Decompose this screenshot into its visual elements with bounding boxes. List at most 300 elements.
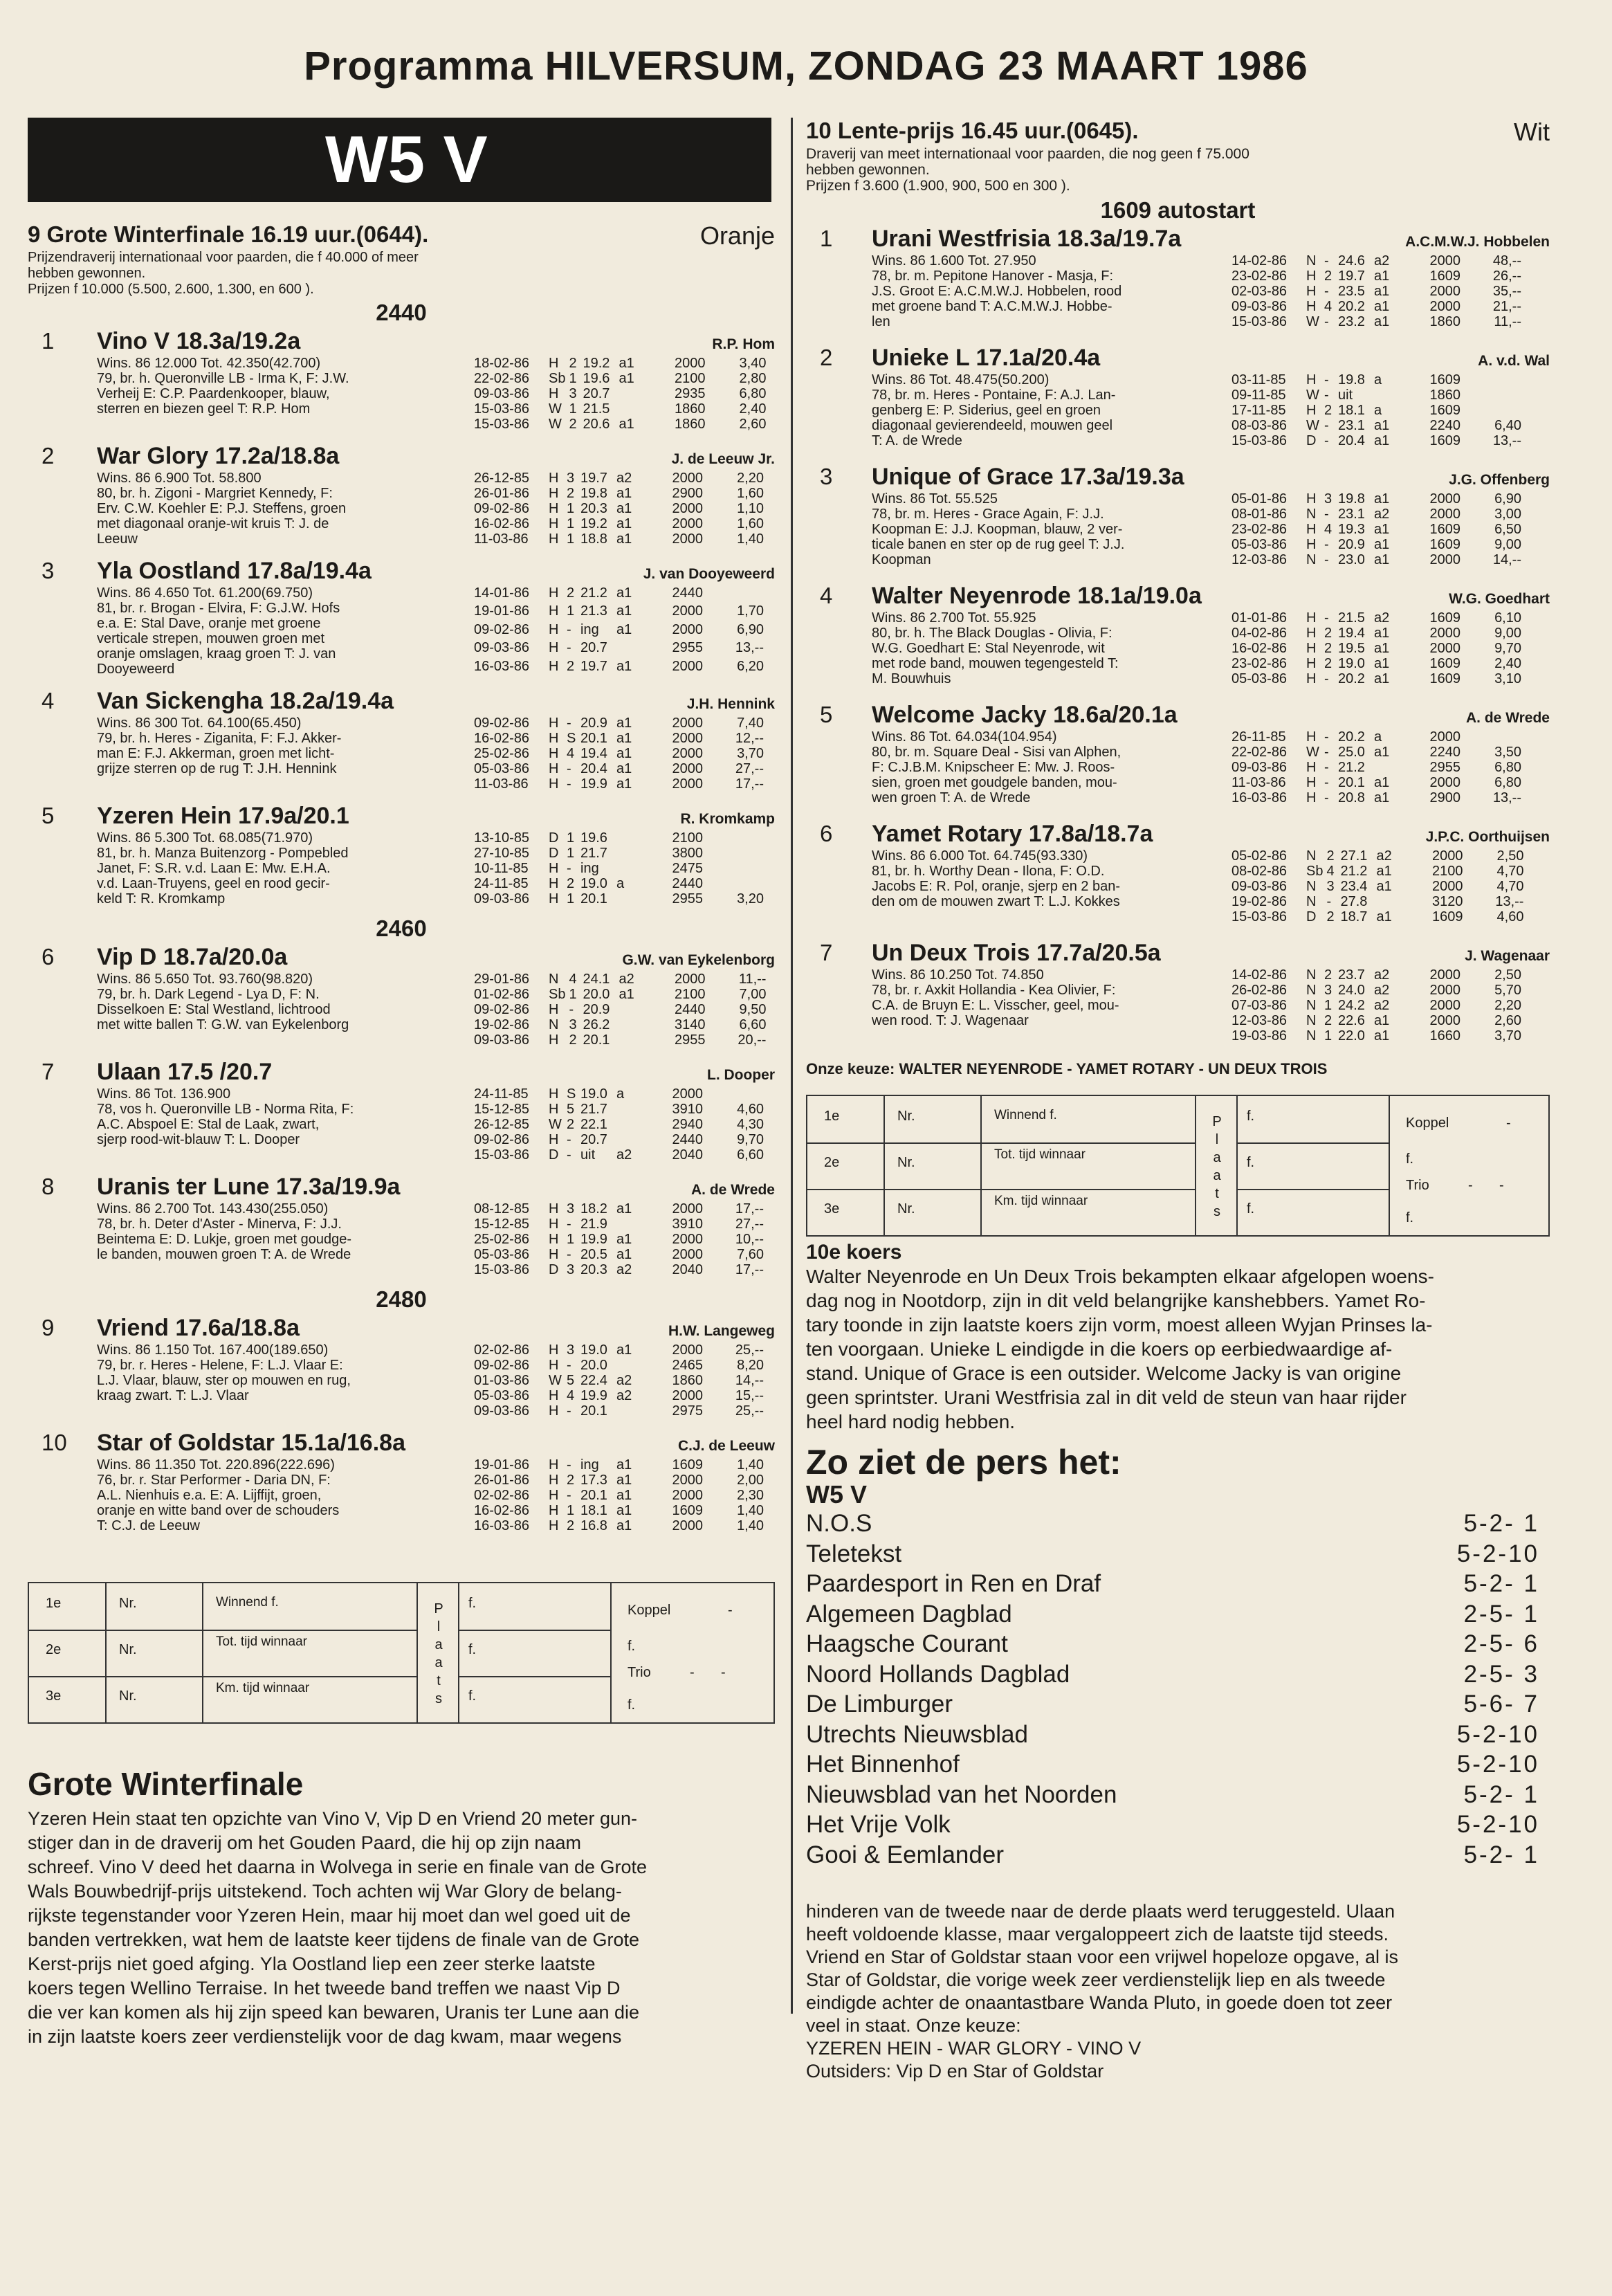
horse-description-line: A.L. Nienhuis e.a. E: A. Lijffijt, groen,	[97, 1488, 322, 1503]
horse-trainer: A. de Wrede	[691, 1182, 775, 1198]
horse-description-line: man E: F.J. Akkerman, groen met licht-	[97, 746, 335, 761]
plaats-letter: P	[434, 1601, 443, 1616]
horse-description-line: Janet, F: S.R. v.d. Laan E: Mw. E.H.A.	[97, 861, 331, 876]
horse-description-line: Wins. 86 Tot. 48.475(50.200)	[872, 372, 1050, 388]
horse-trainer: J.H. Hennink	[686, 696, 775, 712]
result-cell: 14,--	[735, 1373, 764, 1388]
f-label: f.	[468, 1596, 477, 1611]
result-cell: H	[549, 761, 559, 776]
race-commentary-title: 10e koers	[806, 1241, 902, 1264]
result-cell: 2000	[1429, 1013, 1460, 1028]
result-row	[1231, 879, 1527, 894]
horse-description-line: 78, br. h. Deter d'Aster - Minerva, F: J.J.	[97, 1217, 342, 1232]
result-row	[474, 585, 767, 603]
result-cell: a1	[619, 371, 634, 386]
result-row	[474, 1473, 767, 1488]
result-cell: 2900	[672, 486, 703, 501]
result-cell: 4	[1324, 299, 1332, 314]
plaats-letter: P	[1212, 1114, 1222, 1129]
result-cell: H	[549, 1032, 559, 1048]
result-cell: 6,80	[1494, 760, 1521, 775]
horse-body	[28, 972, 775, 1048]
press-prediction: 5-2- 1	[1463, 1570, 1539, 1597]
result-cell: -	[1324, 775, 1329, 790]
result-row	[474, 1457, 767, 1473]
result-cell: a1	[616, 585, 632, 601]
f-label: f.	[628, 1697, 636, 1713]
horse-name: War Glory 17.2a/18.8a	[97, 443, 340, 469]
horse-name: Yamet Rotary 17.8a/18.7a	[872, 821, 1153, 847]
result-row	[474, 731, 767, 746]
result-cell: 09-02-86	[474, 1132, 530, 1147]
horse-number: 9	[42, 1315, 55, 1340]
result-cell: 10-11-85	[474, 861, 529, 876]
horse-results-table	[474, 716, 767, 792]
distance-heading: 2480	[376, 1286, 427, 1312]
result-cell: 05-03-86	[474, 1247, 530, 1262]
result-cell: 2000	[672, 658, 703, 674]
horse-header	[28, 556, 775, 585]
result-cell: 15-12-85	[474, 1217, 530, 1232]
result-cell: 09-03-86	[474, 386, 530, 401]
number-label: Nr.	[897, 1155, 915, 1170]
result-cell: 3,70	[737, 746, 764, 761]
result-cell: 22.4	[580, 1373, 607, 1388]
result-label: Km. tijd winnaar	[216, 1681, 310, 1695]
horse-description-line: oranje omslagen, kraag groen T: J. van	[97, 646, 336, 662]
result-cell: 15-03-86	[1231, 433, 1288, 448]
result-cell: 3,50	[1494, 745, 1521, 760]
result-cell: 1609	[1429, 656, 1460, 671]
result-cell: a1	[1374, 626, 1390, 641]
result-row	[474, 640, 767, 658]
result-cell: 1609	[1429, 372, 1460, 388]
article-line: hinderen van de tweede naar de derde plaats werd teruggesteld. Ulaan	[806, 1901, 1395, 1922]
our-choice: Onze keuze: WALTER NEYENRODE - YAMET ROTARY - UN DEUX TROIS	[806, 1060, 1328, 1077]
result-box-rule	[1236, 1096, 1238, 1235]
result-cell: a1	[616, 603, 632, 619]
result-cell: a2	[616, 1373, 632, 1388]
result-cell: -	[1324, 790, 1329, 805]
result-cell: a1	[1374, 745, 1390, 760]
result-cell	[616, 640, 644, 658]
result-cell: -	[1324, 314, 1329, 329]
result-cell	[1464, 403, 1525, 418]
result-cell: H	[549, 1518, 559, 1533]
horse-description-line: 79, br. h. Heres - Ziganita, F: F.J. Akker-	[97, 731, 342, 746]
result-cell: 3	[567, 1342, 575, 1358]
result-cell: 18.2	[580, 1201, 607, 1217]
result-cell: D	[1306, 909, 1317, 924]
result-cell: 21.2	[1340, 864, 1368, 879]
result-cell: 15-03-86	[474, 417, 530, 432]
press-prediction: 5-2-10	[1456, 1540, 1539, 1567]
result-box-rule	[610, 1583, 612, 1722]
horse-results-table	[474, 1086, 767, 1163]
result-cell	[616, 846, 644, 861]
horse-header	[28, 1057, 775, 1086]
plaats-letter: t	[1215, 1186, 1219, 1201]
horse-trainer: J. van Dooyeweerd	[643, 566, 775, 582]
result-cell: 6,50	[1494, 522, 1521, 537]
result-cell: N	[1306, 998, 1317, 1013]
result-row	[1231, 729, 1525, 745]
result-cell: a1	[1374, 775, 1390, 790]
horse-description	[97, 1086, 453, 1163]
horse-description-line: Wins. 86 11.350 Tot. 220.896(222.696)	[97, 1457, 335, 1473]
horse-description-line: wen groen T: A. de Wrede	[872, 790, 1031, 805]
result-row	[1231, 641, 1525, 656]
result-cell: 18.7	[1340, 909, 1368, 924]
result-row	[474, 516, 767, 531]
horse-number: 5	[42, 803, 55, 828]
result-cell: a1	[1374, 491, 1390, 507]
result-cell: 6,90	[1494, 491, 1521, 507]
result-cell: 19.4	[580, 746, 607, 761]
result-cell: 2	[1324, 656, 1332, 671]
article-text	[28, 1807, 775, 2049]
result-row	[474, 1132, 767, 1147]
result-cell: N	[1306, 1028, 1317, 1044]
horse-results-table	[474, 1342, 767, 1419]
result-row	[474, 1201, 767, 1217]
result-cell: H	[1306, 671, 1317, 686]
result-cell: 16-03-86	[474, 658, 530, 674]
result-cell: a1	[616, 1473, 632, 1488]
result-cell: 05-03-86	[1231, 537, 1288, 552]
result-row	[474, 891, 767, 906]
horse-trainer: A.C.M.W.J. Hobbelen	[1405, 234, 1550, 250]
result-cell: 2955	[672, 640, 703, 656]
result-row	[474, 876, 767, 891]
result-cell: 2	[569, 1032, 577, 1048]
result-cell: 1	[567, 501, 575, 516]
result-cell: -	[567, 1403, 571, 1419]
result-row	[1231, 507, 1525, 522]
result-cell: 6,60	[737, 1147, 764, 1163]
result-cell: 9,50	[739, 1002, 767, 1017]
result-cell	[619, 1032, 646, 1048]
horse-number: 4	[820, 583, 833, 608]
result-cell: 1,60	[737, 486, 764, 501]
result-cell: 2940	[672, 1117, 703, 1132]
result-cell: 2000	[672, 746, 703, 761]
horse-header	[28, 686, 775, 716]
horse-description	[97, 585, 453, 677]
horse-number: 6	[42, 944, 55, 969]
result-cell: 13,--	[1495, 894, 1524, 909]
result-cell: 2975	[672, 1403, 703, 1419]
result-cell: 1	[567, 846, 575, 861]
horse-trainer: J.P.C. Oorthuijsen	[1425, 829, 1550, 845]
result-cell: 18.1	[1338, 403, 1365, 418]
result-cell: 26-01-86	[474, 1473, 530, 1488]
result-cell: 20.6	[583, 417, 610, 432]
result-cell: H	[549, 731, 559, 746]
result-cell	[706, 876, 767, 891]
press-prediction: 2-5- 6	[1463, 1630, 1539, 1657]
result-cell: 20.3	[580, 1262, 607, 1277]
result-cell: 2,60	[1494, 1013, 1521, 1028]
result-cell: 2100	[1431, 864, 1463, 879]
result-cell: H	[549, 1342, 559, 1358]
result-cell: a2	[616, 1147, 632, 1163]
result-cell: 20.5	[580, 1247, 607, 1262]
place-label: 2e	[824, 1155, 840, 1170]
result-label: Km. tijd winnaar	[994, 1194, 1088, 1208]
horse-name: Van Sickengha 18.2a/19.4a	[97, 688, 394, 714]
horse-header	[806, 462, 1550, 491]
result-row	[474, 1262, 767, 1277]
result-cell: 20.3	[580, 501, 607, 516]
result-cell: 26-11-85	[1231, 729, 1286, 745]
result-cell: -	[567, 621, 571, 637]
press-row	[806, 1689, 1539, 1720]
horse-entry	[806, 462, 1550, 567]
result-cell: 2,20	[1494, 998, 1521, 1013]
result-cell: -	[1324, 760, 1329, 775]
result-cell: 4,30	[737, 1117, 764, 1132]
result-cell: H	[1306, 790, 1317, 805]
result-cell: W	[1306, 388, 1319, 403]
result-cell: -	[1324, 284, 1329, 299]
horse-results-table	[1231, 729, 1525, 805]
result-row	[1231, 983, 1525, 998]
result-cell: 20.9	[583, 1002, 610, 1017]
article-line: rijkste tegenstander voor Yzeren Hein, maar hij moet dan wel goed uit de	[28, 1905, 631, 1926]
result-cell: 1	[569, 987, 577, 1002]
result-cell: 27.1	[1340, 848, 1368, 864]
horse-trainer: W.G. Goedhart	[1449, 591, 1550, 607]
article-title: Grote Winterfinale	[28, 1766, 304, 1802]
result-cell: 08-03-86	[1231, 418, 1288, 433]
result-cell: a1	[616, 516, 632, 531]
distance-heading: 2440	[376, 300, 427, 325]
result-cell: H	[549, 1132, 559, 1147]
result-cell: 17,--	[735, 1262, 764, 1277]
result-cell: a2	[1374, 983, 1390, 998]
result-cell: 3	[1326, 879, 1335, 894]
horse-description	[872, 610, 1211, 686]
plaats-vertical-label	[1210, 1113, 1224, 1221]
result-cell: H	[549, 1488, 559, 1503]
result-cell: 5	[567, 1102, 575, 1117]
result-cell: 13,--	[1492, 433, 1521, 448]
result-box-rule	[807, 1189, 1195, 1190]
result-cell: 21.5	[583, 401, 610, 417]
right-column	[806, 118, 1550, 2083]
result-cell: 2	[1324, 641, 1332, 656]
horse-number: 10	[42, 1430, 67, 1455]
result-cell: H	[1306, 491, 1317, 507]
result-cell: 2240	[1429, 745, 1460, 760]
result-cell: 19.9	[580, 776, 607, 792]
result-cell: -	[567, 640, 571, 656]
result-cell: 3	[567, 1262, 575, 1277]
result-cell: a1	[1374, 418, 1390, 433]
horse-description-line: Dooyeweerd	[97, 662, 175, 677]
horse-results-table	[1231, 610, 1525, 686]
result-cell: a1	[1374, 552, 1390, 567]
result-cell: 2000	[672, 471, 703, 486]
press-row	[806, 1599, 1539, 1630]
trio-dash: -	[690, 1665, 695, 1680]
result-cell: 2000	[1429, 552, 1460, 567]
result-cell: a1	[616, 1518, 632, 1533]
horse-description-line: Wins. 86 6.000 Tot. 64.745(93.330)	[872, 848, 1088, 864]
result-cell: 19.0	[1338, 656, 1365, 671]
race-color: Oranje	[699, 221, 775, 250]
horse-name: Vriend 17.6a/18.8a	[97, 1315, 300, 1341]
press-outlet: N.O.S	[806, 1510, 872, 1537]
horse-trainer: L. Dooper	[707, 1067, 775, 1083]
article-line: heel hard nodig hebben.	[806, 1411, 1016, 1432]
horse-body	[806, 253, 1550, 329]
result-cell: a1	[619, 987, 634, 1002]
plaats-letter: a	[434, 1655, 443, 1670]
result-cell: 27-10-85	[474, 846, 530, 861]
result-cell: 08-01-86	[1231, 507, 1288, 522]
result-cell: 1609	[672, 1457, 703, 1473]
article-line: Wals Bouwbedrijf-prijs uitstekend. Toch achten wij War Glory de belang-	[28, 1881, 622, 1902]
horse-results-table	[474, 1201, 767, 1277]
result-cell: 23.1	[1338, 418, 1365, 433]
trio-dash: -	[721, 1665, 726, 1680]
horse-name: Uranis ter Lune 17.3a/19.9a	[97, 1174, 401, 1200]
result-cell: 2	[1326, 909, 1335, 924]
result-row	[1231, 671, 1525, 686]
horse-header	[28, 441, 775, 471]
plaats-letter: s	[1213, 1204, 1220, 1219]
press-list	[806, 1509, 1550, 1870]
result-cell: N	[549, 1017, 559, 1032]
result-cell: 2000	[672, 776, 703, 792]
article-line: YZEREN HEIN - WAR GLORY - VINO V	[806, 2038, 1142, 2059]
result-cell: H	[549, 1403, 559, 1419]
horse-description-line: Wins. 86 5.300 Tot. 68.085(71.970)	[97, 830, 313, 846]
result-row	[474, 1403, 767, 1419]
result-cell: -	[567, 761, 571, 776]
horse-name: Welcome Jacky 18.6a/20.1a	[872, 702, 1178, 728]
result-cell: H	[549, 621, 559, 637]
result-cell: 2000	[672, 621, 703, 637]
result-cell: 23.2	[1338, 314, 1365, 329]
result-cell: -	[1324, 729, 1329, 745]
horse-description-line: 81, br. r. Brogan - Elvira, F: G.J.W. Hofs	[97, 601, 340, 616]
trio-label: Trio	[628, 1665, 651, 1680]
horse-trainer: C.J. de Leeuw	[677, 1438, 775, 1454]
result-cell: 4,70	[1496, 864, 1524, 879]
result-cell: 2000	[1429, 253, 1460, 268]
horse-results-table	[474, 1457, 767, 1533]
press-outlet: Gooi & Eemlander	[806, 1841, 1004, 1868]
result-cell: 6,60	[739, 1017, 767, 1032]
result-cell: 19.0	[580, 1086, 607, 1102]
result-cell: 3910	[672, 1102, 703, 1117]
horse-description-line: Wins. 86 1.150 Tot. 167.400(189.650)	[97, 1342, 329, 1358]
press-outlet: Utrechts Nieuwsblad	[806, 1720, 1028, 1748]
result-cell: N	[1306, 967, 1317, 983]
result-cell: 2000	[1429, 299, 1460, 314]
result-cell: 7,40	[737, 716, 764, 731]
result-cell: a1	[616, 1342, 632, 1358]
result-cell: 20.2	[1338, 729, 1365, 745]
result-cell: 20,--	[738, 1032, 767, 1048]
result-cell: 11-03-86	[474, 776, 529, 792]
result-cell: 17,--	[735, 1201, 764, 1217]
horse-name: Urani Westfrisia 18.3a/19.7a	[872, 226, 1182, 252]
result-cell: 2100	[674, 371, 706, 386]
press-outlet: Haagsche Courant	[806, 1630, 1008, 1657]
result-cell: a1	[616, 501, 632, 516]
article-line: in zijn laatste koers zeer verdienstelijk voor de dag kwam, maar wegens	[28, 2026, 622, 2047]
result-box	[28, 1582, 775, 1724]
result-cell: a1	[1374, 641, 1390, 656]
result-row	[1231, 552, 1525, 567]
result-row	[474, 486, 767, 501]
result-cell: a1	[1374, 522, 1390, 537]
result-row	[474, 1217, 767, 1232]
horse-description	[97, 716, 453, 792]
result-cell: 2000	[672, 716, 703, 731]
horse-entry	[28, 942, 775, 1048]
result-cell: a1	[619, 356, 634, 371]
result-cell: H	[549, 891, 559, 906]
horse-entry	[806, 819, 1550, 924]
result-cell: a1	[616, 621, 632, 637]
result-cell: 25.0	[1338, 745, 1365, 760]
press-row	[806, 1659, 1539, 1690]
press-outlet: Het Vrije Volk	[806, 1811, 951, 1838]
article-line: Kerst-prijs niet goed afging. Yla Oostland liep een zeer sterke laatste	[28, 1953, 596, 1974]
start-distance: 1609 autostart	[1100, 197, 1256, 223]
result-cell: H	[549, 716, 559, 731]
trio-dash: -	[1499, 1178, 1504, 1193]
result-cell: 10,--	[735, 1232, 764, 1247]
result-cell: 2000	[672, 1473, 703, 1488]
article-line: banden vertrekken, wat hem de laatste keer tijdens de finale van de Grote	[28, 1929, 640, 1950]
result-cell: a1	[616, 658, 632, 674]
result-cell: 3	[1324, 491, 1332, 507]
result-box-rule	[202, 1583, 203, 1722]
result-cell: H	[549, 1473, 559, 1488]
horse-body	[806, 729, 1550, 805]
result-cell: W	[1306, 314, 1319, 329]
column-divider	[791, 118, 793, 2014]
number-label: Nr.	[119, 1596, 137, 1611]
horse-entry	[806, 700, 1550, 805]
result-cell: 16-02-86	[474, 731, 530, 746]
horse-description-line: sien, groen met goudgele banden, mou-	[872, 775, 1117, 790]
result-cell: a1	[1376, 909, 1392, 924]
horse-entry	[28, 1057, 775, 1163]
horse-description-line: e.a. E: Stal Dave, oranje met groene	[97, 616, 321, 631]
result-cell: 2	[567, 585, 575, 601]
horse-body	[28, 1342, 775, 1419]
horse-description-line: den om de mouwen zwart T: L.J. Kokkes	[872, 894, 1120, 909]
horse-description	[872, 372, 1211, 448]
result-cell: 26-12-85	[474, 1117, 530, 1132]
number-label: Nr.	[119, 1688, 137, 1704]
result-cell: 3120	[1431, 894, 1463, 909]
result-cell: 4	[1326, 864, 1335, 879]
horse-description-line: C.A. de Bruyn E: L. Visscher, geel, mou-	[872, 998, 1119, 1013]
result-cell: -	[567, 1147, 571, 1163]
horse-entry	[28, 686, 775, 792]
horse-body	[28, 471, 775, 547]
result-cell: 05-03-86	[474, 761, 530, 776]
result-cell: 05-01-86	[1231, 491, 1288, 507]
